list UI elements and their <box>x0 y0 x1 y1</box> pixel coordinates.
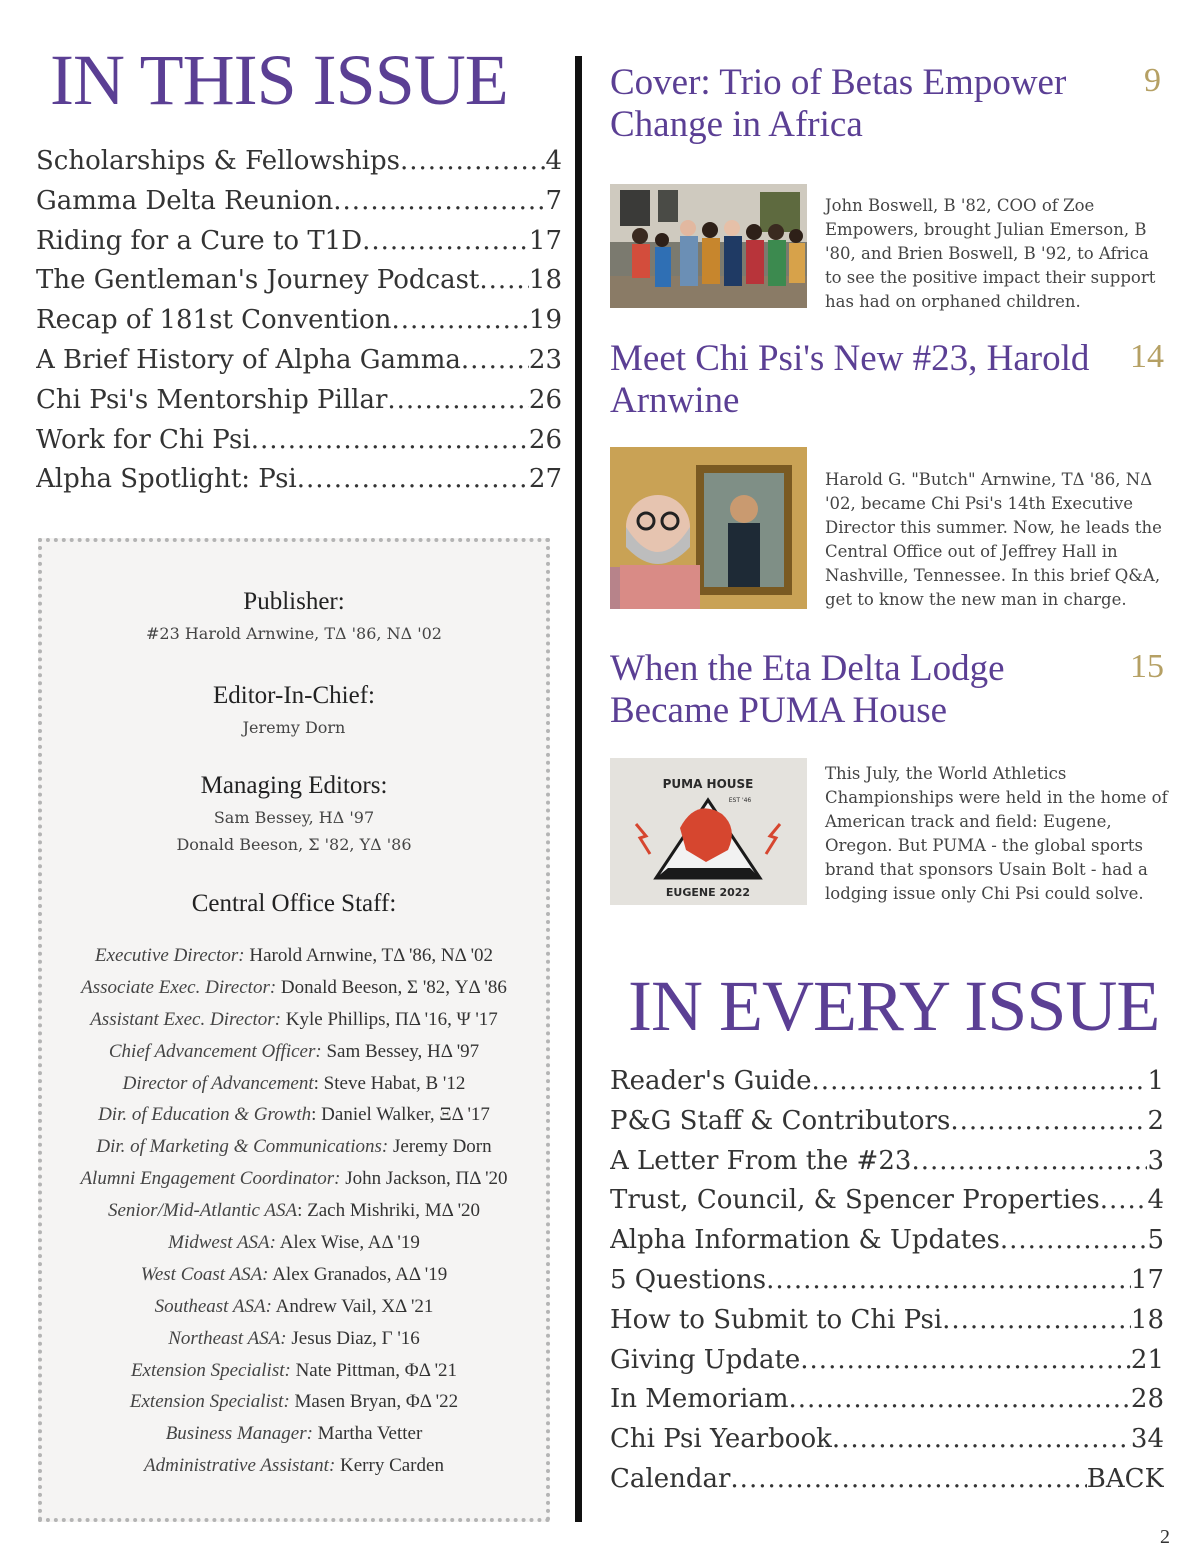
in-every-issue-item[interactable] <box>610 1066 1164 1106</box>
in-this-issue-item[interactable] <box>36 464 562 504</box>
in-this-issue-item[interactable] <box>36 305 562 345</box>
staff-name: Alex Wise, AΔ '19 <box>276 1232 420 1254</box>
toc-leader-dots <box>297 464 529 494</box>
staff-entry <box>42 1386 546 1418</box>
feature-description: This July, the World Athletics Championships were held in the home of American track and field: Eugene, Oregon. But PUMA - the global sports brand that sponsors Usain Bolt - had a lodging issue only Chi Psi could solve. <box>825 764 1168 903</box>
staff-name: Andrew Vail, XΔ '21 <box>271 1295 434 1317</box>
toc-leader-dots <box>333 186 545 216</box>
staff-name: : Zach Mishriki, MΔ '20 <box>297 1200 481 1222</box>
staff-role: Alumni Engagement Coordinator: <box>80 1168 341 1190</box>
staff-entry <box>42 940 546 972</box>
toc-entry-title: In Memoriam <box>610 1384 789 1415</box>
staff-name: Masen Bryan, ΦΔ '22 <box>289 1391 459 1413</box>
toc-leader-dots <box>942 1305 1131 1335</box>
toc-entry-page: 4 <box>1147 1185 1164 1216</box>
in-every-issue-item[interactable] <box>610 1106 1164 1146</box>
managing-editors-label: Managing Editors: <box>200 772 388 799</box>
staff-entry <box>42 1068 546 1100</box>
staff-role: Business Manager: <box>165 1423 313 1445</box>
toc-entry-title: How to Submit to Chi Psi <box>610 1304 943 1335</box>
toc-entry-title: P&G Staff & Contributors <box>610 1105 951 1136</box>
managing-editor: Donald Beeson, Σ '82, YΔ '86 <box>176 835 412 854</box>
staff-role: Assistant Exec. Director: <box>90 1008 282 1030</box>
staff-role: Extension Specialist: <box>129 1391 290 1413</box>
staff-name: Kyle Phillips, ΠΔ '16, Ψ '17 <box>281 1008 498 1030</box>
toc-leader-dots <box>362 226 529 256</box>
staff-entry <box>42 1163 546 1195</box>
toc-leader-dots <box>1100 1185 1148 1215</box>
toc-leader-dots <box>911 1146 1147 1176</box>
staff-name: Martha Vetter <box>312 1423 423 1445</box>
toc-entry-title: Giving Update <box>610 1344 801 1375</box>
toc-entry-page: 19 <box>528 305 562 336</box>
toc-entry-page: 7 <box>545 185 562 216</box>
feature-title-new-23[interactable]: Meet Chi Psi's New #23, Harold Arnwine <box>610 338 1090 421</box>
publisher-name: #23 Harold Arnwine, TΔ '86, NΔ '02 <box>146 624 442 643</box>
in-every-issue-item[interactable] <box>610 1146 1164 1186</box>
in-this-issue-list <box>36 146 562 504</box>
in-this-issue-item[interactable] <box>36 385 562 425</box>
toc-entry-title: The Gentleman's Journey Podcast <box>36 265 480 296</box>
masthead-box <box>38 538 550 1522</box>
staff-name: Sam Bessey, HΔ '97 <box>321 1040 480 1062</box>
page-number: 2 <box>1160 1526 1170 1548</box>
staff-entry <box>42 1418 546 1450</box>
toc-entry-page: 26 <box>528 424 562 455</box>
toc-entry-title: Alpha Information & Updates <box>610 1225 1000 1256</box>
harold-arnwine-photo <box>610 447 807 609</box>
staff-role: Extension Specialist: <box>130 1359 291 1381</box>
toc-entry-title: Work for Chi Psi <box>36 424 251 455</box>
toc-leader-dots <box>387 385 529 415</box>
in-every-issue-item[interactable] <box>610 1464 1164 1504</box>
staff-name: Alex Granados, AΔ '19 <box>268 1263 448 1285</box>
toc-leader-dots <box>461 345 529 375</box>
toc-entry-title: Gamma Delta Reunion <box>36 185 334 216</box>
in-every-issue-item[interactable] <box>610 1305 1164 1345</box>
toc-entry-title: 5 Questions <box>610 1264 767 1295</box>
in-this-issue-item[interactable] <box>36 425 562 465</box>
in-this-issue-title: IN THIS ISSUE <box>50 40 508 120</box>
toc-entry-page: 26 <box>528 384 562 415</box>
puma-logo-top-text: PUMA HOUSE <box>662 777 754 791</box>
editor-name: Jeremy Dorn <box>242 718 346 737</box>
staff-entry <box>42 1450 546 1482</box>
toc-leader-dots <box>391 305 528 335</box>
toc-entry-page: 21 <box>1130 1344 1164 1375</box>
editor-label: Editor-In-Chief: <box>213 682 375 709</box>
in-every-issue-title: IN EVERY ISSUE <box>628 966 1160 1046</box>
staff-name: : Daniel Walker, ΞΔ '17 <box>311 1104 490 1126</box>
africa-group-photo <box>610 184 807 308</box>
in-this-issue-item[interactable] <box>36 345 562 385</box>
toc-entry-page: 34 <box>1130 1424 1164 1455</box>
toc-entry-title: Trust, Council, & Spencer Properties <box>610 1185 1100 1216</box>
staff-role: Southeast ASA: <box>154 1295 272 1317</box>
in-every-issue-item[interactable] <box>610 1265 1164 1305</box>
staff-role: Executive Director: <box>94 945 245 966</box>
toc-entry-page: 4 <box>545 146 562 176</box>
staff-role: Administrative Assistant: <box>144 1455 336 1477</box>
staff-entry <box>42 1131 546 1163</box>
toc-entry-title: Chi Psi Yearbook <box>610 1424 832 1455</box>
staff-role: Northeast ASA: <box>168 1327 287 1349</box>
central-office-staff-label: Central Office Staff: <box>191 890 397 917</box>
staff-entry <box>42 1004 546 1036</box>
staff-name: Nate Pittman, ΦΔ '21 <box>290 1359 458 1381</box>
staff-entry <box>42 1323 546 1355</box>
toc-leader-dots <box>800 1345 1131 1375</box>
toc-entry-title: Scholarships & Fellowships <box>36 146 401 176</box>
toc-entry-page: 17 <box>528 225 562 256</box>
toc-entry-page: 2 <box>1147 1105 1164 1136</box>
feature-description: Harold G. "Butch" Arnwine, TΔ '86, NΔ '02, became Chi Psi's 14th Executive Director this summer. Now, he leads the Central Office out of Jeffrey Hall in Nashville, Tennessee. In this brief Q&A, get to know the new man in charge. <box>825 470 1162 609</box>
staff-entry <box>42 1355 546 1387</box>
feature-title-puma-house[interactable]: When the Eta Delta Lodge Became PUMA House <box>610 648 1005 731</box>
in-every-issue-list <box>610 1066 1164 1504</box>
toc-entry-page: 23 <box>528 344 562 375</box>
feature-page-number: 9 <box>1144 62 1161 99</box>
feature-description: John Boswell, B '82, COO of Zoe Empowers, brought Julian Emerson, B '80, and Brien Boswell, B '92, to Africa to see the positive impact their support has had on orphaned children. <box>825 196 1156 311</box>
toc-entry-title: Reader's Guide <box>610 1066 812 1096</box>
staff-role: Associate Exec. Director: <box>81 976 277 998</box>
toc-entry-title: A Letter From the #23 <box>610 1145 912 1176</box>
in-every-issue-item[interactable] <box>610 1424 1164 1464</box>
staff-entry <box>42 1227 546 1259</box>
toc-leader-dots <box>479 265 529 295</box>
staff-name: John Jackson, ΠΔ '20 <box>340 1168 508 1190</box>
feature-page-number: 14 <box>1130 338 1164 375</box>
staff-role: Dir. of Education & Growth <box>98 1104 312 1126</box>
staff-role: Dir. of Marketing & Communications: <box>96 1136 389 1158</box>
in-every-issue-item[interactable] <box>610 1384 1164 1424</box>
toc-entry-title: Riding for a Cure to T1D <box>36 225 363 256</box>
column-divider <box>575 56 582 1522</box>
toc-entry-title: Alpha Spotlight: Psi <box>36 464 297 495</box>
in-this-issue-item[interactable] <box>36 226 562 266</box>
toc-entry-page: 17 <box>1130 1264 1164 1295</box>
puma-logo-est: EST '46 <box>728 797 752 804</box>
managing-editor: Sam Bessey, HΔ '97 <box>213 808 375 827</box>
toc-entry-title: Chi Psi's Mentorship Pillar <box>36 384 388 415</box>
staff-name: Kerry Carden <box>335 1455 444 1477</box>
toc-entry-title: A Brief History of Alpha Gamma <box>36 344 461 375</box>
toc-entry-page: 28 <box>1130 1384 1164 1415</box>
staff-entry <box>42 1036 546 1068</box>
feature-page-number: 15 <box>1130 648 1164 685</box>
puma-logo-bottom-text: EUGENE 2022 <box>665 886 751 899</box>
toc-leader-dots <box>730 1464 1086 1494</box>
in-this-issue-item[interactable] <box>36 146 562 186</box>
staff-name: : Steve Habat, B '12 <box>313 1072 466 1094</box>
staff-role: Chief Advancement Officer: <box>108 1040 322 1062</box>
staff-role: Senior/Mid-Atlantic ASA <box>107 1200 298 1222</box>
feature-title-cover[interactable]: Cover: Trio of Betas Empower Change in Africa <box>610 62 1067 145</box>
staff-list <box>42 940 546 1482</box>
staff-name: Jesus Diaz, Γ '16 <box>286 1327 420 1349</box>
in-every-issue-item[interactable] <box>610 1185 1164 1225</box>
toc-entry-page: 3 <box>1147 1145 1164 1176</box>
toc-leader-dots <box>251 425 529 455</box>
staff-role: Midwest ASA: <box>168 1232 276 1254</box>
staff-entry <box>42 1259 546 1291</box>
toc-leader-dots <box>400 146 545 176</box>
toc-entry-page: 27 <box>528 464 562 495</box>
staff-name: Harold Arnwine, TΔ '86, NΔ '02 <box>244 945 493 966</box>
in-every-issue-item[interactable] <box>610 1225 1164 1265</box>
staff-entry <box>42 1195 546 1227</box>
toc-entry-page: BACK <box>1086 1463 1164 1494</box>
toc-leader-dots <box>812 1066 1148 1096</box>
staff-name: Jeremy Dorn <box>388 1136 492 1158</box>
toc-leader-dots <box>1000 1225 1148 1255</box>
toc-leader-dots <box>832 1424 1131 1454</box>
puma-house-logo <box>610 758 807 905</box>
in-this-issue-item[interactable] <box>36 265 562 305</box>
toc-entry-title: Calendar <box>610 1463 731 1494</box>
staff-role: West Coast ASA: <box>140 1263 269 1285</box>
staff-entry <box>42 1099 546 1131</box>
staff-role: Director of Advancement <box>122 1072 314 1094</box>
staff-entry <box>42 972 546 1004</box>
toc-entry-page: 5 <box>1147 1225 1164 1256</box>
toc-leader-dots <box>766 1265 1131 1295</box>
toc-leader-dots <box>950 1106 1147 1136</box>
staff-name: Donald Beeson, Σ '82, YΔ '86 <box>276 976 507 998</box>
in-this-issue-item[interactable] <box>36 186 562 226</box>
staff-entry <box>42 1291 546 1323</box>
toc-entry-page: 18 <box>528 265 562 296</box>
publisher-label: Publisher: <box>243 588 345 615</box>
toc-entry-page: 1 <box>1147 1066 1164 1096</box>
toc-entry-title: Recap of 181st Convention <box>36 305 392 336</box>
in-every-issue-item[interactable] <box>610 1345 1164 1385</box>
toc-entry-page: 18 <box>1130 1304 1164 1335</box>
toc-leader-dots <box>789 1384 1131 1414</box>
